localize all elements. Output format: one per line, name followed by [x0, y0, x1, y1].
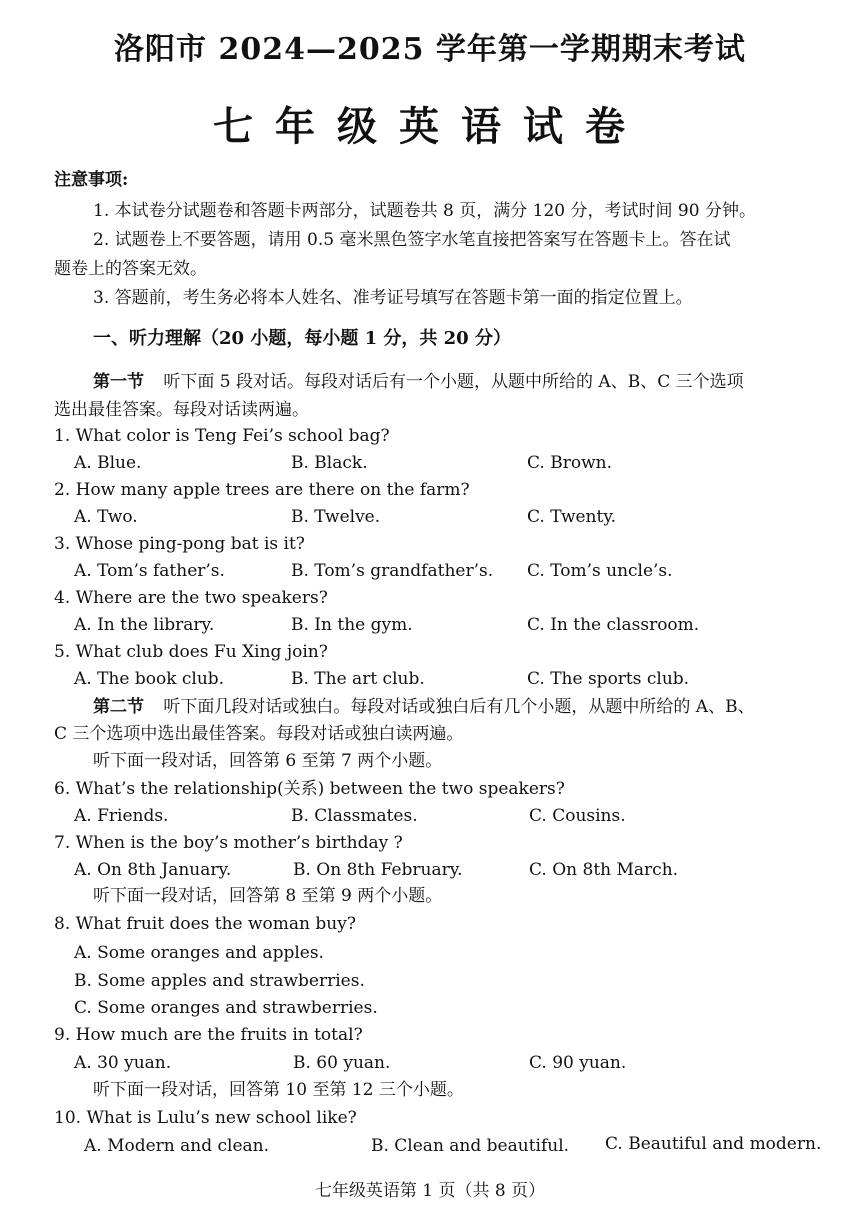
q6-option-a: A. Friends.: [74, 806, 169, 826]
q2-option-b: B. Twelve.: [291, 507, 381, 527]
q4-option-c: C. In the classroom.: [527, 615, 700, 635]
q9-option-c: C. 90 yuan.: [529, 1053, 627, 1073]
q7-option-c: C. On 8th March.: [529, 860, 679, 880]
question-6: 6. What’s the relationship(关系) between the two speakers?: [54, 779, 565, 799]
q4-option-a: A. In the library.: [74, 615, 215, 635]
q1-option-a: A. Blue.: [74, 453, 142, 473]
q6-option-c: C. Cousins.: [529, 806, 626, 826]
section1-instructions-cont: 选出最佳答案。每段对话读两遍。: [54, 400, 309, 420]
q10-option-a: A. Modern and clean.: [84, 1136, 270, 1156]
page-footer: 七年级英语第 1 页（共 8 页）: [314, 1181, 546, 1201]
question-4: 4. Where are the two speakers?: [54, 588, 328, 608]
instruction-q10-12: 听下面一段对话，回答第 10 至第 12 三个小题。: [93, 1080, 464, 1100]
notes-heading: 注意事项:: [54, 170, 129, 190]
q1-option-b: B. Black.: [291, 453, 368, 473]
q7-option-a: A. On 8th January.: [74, 860, 232, 880]
q10-option-b: B. Clean and beautiful.: [371, 1136, 570, 1156]
q9-option-a: A. 30 yuan.: [74, 1053, 172, 1073]
question-3: 3. Whose ping-pong bat is it?: [54, 534, 305, 554]
q5-option-b: B. The art club.: [291, 669, 425, 689]
q5-option-c: C. The sports club.: [527, 669, 690, 689]
instruction-q6-7: 听下面一段对话，回答第 6 至第 7 两个小题。: [93, 751, 443, 771]
q10-option-c: C. Beautiful and modern.: [605, 1134, 822, 1154]
q9-option-b: B. 60 yuan.: [293, 1053, 391, 1073]
exam-title: 洛阳市 2024—2025 学年第一学期期末考试: [114, 32, 746, 67]
question-5: 5. What club does Fu Xing join?: [54, 642, 328, 662]
q8-option-b: B. Some apples and strawberries.: [74, 971, 365, 991]
q8-option-c: C. Some oranges and strawberries.: [74, 998, 378, 1018]
question-1: 1. What color is Teng Fei’s school bag?: [54, 426, 390, 446]
question-2: 2. How many apple trees are there on the farm?: [54, 480, 470, 500]
q1-option-c: C. Brown.: [527, 453, 612, 473]
question-10: 10. What is Lulu’s new school like?: [54, 1108, 357, 1128]
section2-label: 第二节: [93, 697, 144, 717]
exam-subtitle: 七年级英语试卷: [213, 103, 647, 150]
q3-option-b: B. Tom’s grandfather’s.: [291, 561, 494, 581]
question-9: 9. How much are the fruits in total?: [54, 1025, 363, 1045]
q6-option-b: B. Classmates.: [291, 806, 418, 826]
notes-item-1: 1. 本试卷分试题卷和答题卡两部分，试题卷共 8 页，满分 120 分，考试时间 90 分钟。: [93, 201, 756, 221]
question-7: 7. When is the boy’s mother’s birthday ?: [54, 833, 403, 853]
section2-instructions-cont: C 三个选项中选出最佳答案。每段对话或独白读两遍。: [54, 724, 464, 744]
notes-item-2: 2. 试题卷上不要答题，请用 0.5 毫米黑色签字水笔直接把答案写在答题卡上。答在试: [93, 230, 731, 250]
section2-instructions: 听下面几段对话或独白。每段对话或独白后有几个小题，从题中所给的 A、B、: [163, 697, 755, 717]
section1-instructions: 听下面 5 段对话。每段对话后有一个小题，从题中所给的 A、B、C 三个选项: [163, 372, 744, 392]
q4-option-b: B. In the gym.: [291, 615, 413, 635]
q5-option-a: A. The book club.: [74, 669, 225, 689]
q2-option-a: A. Two.: [74, 507, 138, 527]
q8-option-a: A. Some oranges and apples.: [74, 943, 324, 963]
q7-option-b: B. On 8th February.: [293, 860, 463, 880]
question-8: 8. What fruit does the woman buy?: [54, 914, 356, 934]
q3-option-a: A. Tom’s father’s.: [74, 561, 225, 581]
notes-item-2-cont: 题卷上的答案无效。: [54, 259, 207, 279]
notes-item-3: 3. 答题前，考生务必将本人姓名、准考证号填写在答题卡第一面的指定位置上。: [93, 288, 693, 308]
q3-option-c: C. Tom’s uncle’s.: [527, 561, 673, 581]
part1-heading: 一、听力理解（20 小题，每小题 1 分，共 20 分）: [93, 328, 511, 349]
q2-option-c: C. Twenty.: [527, 507, 617, 527]
section1-label: 第一节: [93, 372, 144, 392]
instruction-q8-9: 听下面一段对话，回答第 8 至第 9 两个小题。: [93, 886, 443, 906]
